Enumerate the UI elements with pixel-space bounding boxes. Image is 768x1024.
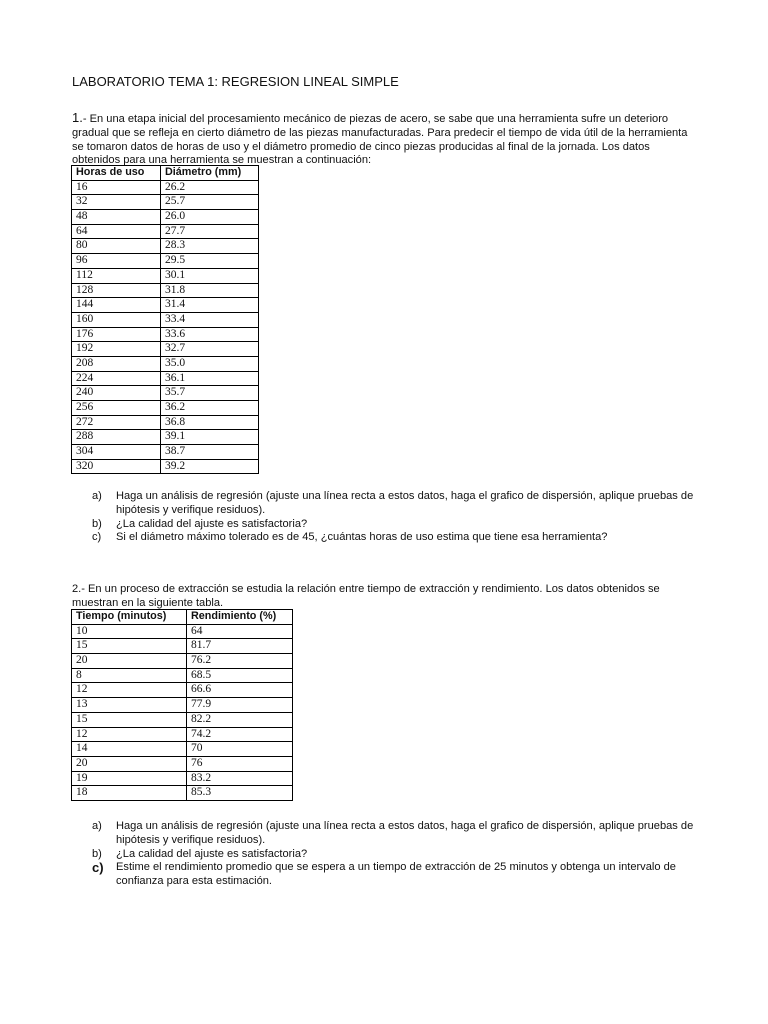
table-row (72, 312, 259, 327)
table-cell: 36.1 (161, 371, 259, 386)
document-title: LABORATORIO TEMA 1: REGRESION LINEAL SIMPLE (72, 74, 399, 89)
table-row (72, 654, 293, 669)
table-row (72, 756, 293, 771)
table-cell: 39.2 (161, 459, 259, 474)
table-cell: 66.6 (187, 683, 293, 698)
question-label: a) (92, 820, 102, 832)
question-label: a) (92, 490, 102, 502)
table-cell: 10 (72, 624, 187, 639)
table-cell: 26.2 (161, 180, 259, 195)
table-row (72, 327, 259, 342)
table-cell: 20 (72, 654, 187, 669)
table-cell: 36.8 (161, 415, 259, 430)
table-header: Rendimiento (%) (187, 610, 293, 625)
table-cell: 18 (72, 786, 187, 801)
table-cell: 25.7 (161, 195, 259, 210)
problem2-table (71, 609, 293, 801)
table-cell: 15 (72, 639, 187, 654)
table-cell: 96 (72, 254, 161, 269)
table-header: Horas de uso (72, 166, 161, 181)
table-cell: 31.4 (161, 298, 259, 313)
table-cell: 272 (72, 415, 161, 430)
question-text: ¿La calidad del ajuste es satisfactoria? (116, 847, 308, 860)
table-cell: 19 (72, 771, 187, 786)
table-cell: 12 (72, 727, 187, 742)
question-item (92, 820, 702, 848)
table-row (72, 639, 293, 654)
table-cell: 32 (72, 195, 161, 210)
table-row (72, 356, 259, 371)
question-text: Haga un análisis de regresión (ajuste una línea recta a estos datos, haga el grafico de dispersión, aplique pruebas de hipótesis y verifique residuos). (116, 820, 694, 846)
table-cell: 29.5 (161, 254, 259, 269)
table-cell: 35.0 (161, 356, 259, 371)
problem1-number: 1. (72, 110, 83, 125)
table-cell: 16 (72, 180, 161, 195)
table-row (72, 254, 259, 269)
table-cell: 33.6 (161, 327, 259, 342)
table-row (72, 786, 293, 801)
table-cell: 74.2 (187, 727, 293, 742)
question-item (92, 490, 702, 518)
table-row (72, 459, 259, 474)
table-row (72, 624, 293, 639)
table-cell: 80 (72, 239, 161, 254)
table-cell: 288 (72, 430, 161, 445)
question-text: ¿La calidad del ajuste es satisfactoria? (116, 517, 308, 530)
table-cell: 38.7 (161, 445, 259, 460)
table-cell: 112 (72, 268, 161, 283)
table-header-row (72, 610, 293, 625)
table-cell: 33.4 (161, 312, 259, 327)
table-cell: 176 (72, 327, 161, 342)
table-row (72, 712, 293, 727)
question-item (92, 531, 702, 545)
problem1-text: - En una etapa inicial del procesamiento mecánico de piezas de acero, se sabe que una herramienta sufre un deterioro gradual que se refleja en cierto diámetro de las piezas manufacturadas. Para predecir el tiempo de vida útil de la herramienta se tomaron datos de horas de uso y el diámetro promedio de cinco piezas producidas al final de la jornada. Los datos obtenidos para una herramienta se muestran a continuación: (72, 113, 688, 167)
table-cell: 256 (72, 401, 161, 416)
question-label: c) (92, 860, 104, 876)
table-row (72, 727, 293, 742)
table-row (72, 342, 259, 357)
table-row (72, 415, 259, 430)
table-cell: 160 (72, 312, 161, 327)
table-row (72, 771, 293, 786)
question-label: b) (92, 517, 102, 530)
table-cell: 192 (72, 342, 161, 357)
table-header-row (72, 166, 259, 181)
table-row (72, 283, 259, 298)
table-row (72, 210, 259, 225)
table-cell: 76 (187, 756, 293, 771)
table-cell: 240 (72, 386, 161, 401)
table-cell: 304 (72, 445, 161, 460)
table-row (72, 180, 259, 195)
question-text: Estime el rendimiento promedio que se espera a un tiempo de extracción de 25 minutos y obtenga un intervalo de confianza para esta estimación. (116, 861, 676, 888)
table-cell: 224 (72, 371, 161, 386)
table-cell: 81.7 (187, 639, 293, 654)
question-text: Haga un análisis de regresión (ajuste una línea recta a estos datos, haga el grafico de dispersión, aplique pruebas de hipótesis y verifique residuos). (116, 490, 694, 516)
question-label: b) (92, 847, 102, 860)
table-row (72, 683, 293, 698)
table-cell: 208 (72, 356, 161, 371)
table-cell: 27.7 (161, 224, 259, 239)
table-cell: 128 (72, 283, 161, 298)
table-row (72, 224, 259, 239)
question-label: c) (92, 531, 102, 544)
table-cell: 85.3 (187, 786, 293, 801)
table-cell: 13 (72, 698, 187, 713)
question-item (92, 518, 702, 532)
table-cell: 15 (72, 712, 187, 727)
table-cell: 20 (72, 756, 187, 771)
problem1-statement (72, 111, 696, 168)
problem2-questions (92, 820, 702, 889)
table-cell: 83.2 (187, 771, 293, 786)
table-cell: 35.7 (161, 386, 259, 401)
table-row (72, 298, 259, 313)
table-cell: 64 (187, 624, 293, 639)
table-row (72, 371, 259, 386)
table-cell: 64 (72, 224, 161, 239)
problem1-questions (92, 490, 702, 545)
table-row (72, 445, 259, 460)
table-row (72, 668, 293, 683)
table-header: Diámetro (mm) (161, 166, 259, 181)
table-cell: 48 (72, 210, 161, 225)
table-cell: 36.2 (161, 401, 259, 416)
question-text: Si el diámetro máximo tolerado es de 45, ¿cuántas horas de uso estima que tiene esa herramienta? (116, 531, 608, 544)
table-row (72, 698, 293, 713)
table-cell: 12 (72, 683, 187, 698)
table-row (72, 401, 259, 416)
table-cell: 14 (72, 742, 187, 757)
table-cell: 32.7 (161, 342, 259, 357)
table-row (72, 386, 259, 401)
table-cell: 76.2 (187, 654, 293, 669)
table-row (72, 742, 293, 757)
question-item (92, 848, 702, 862)
table-cell: 8 (72, 668, 187, 683)
table-row (72, 268, 259, 283)
problem1-table-body (72, 180, 259, 474)
table-cell: 77.9 (187, 698, 293, 713)
question-item (92, 861, 702, 889)
problem1-table (71, 165, 259, 474)
table-cell: 28.3 (161, 239, 259, 254)
table-row (72, 195, 259, 210)
table-row (72, 239, 259, 254)
table-row (72, 430, 259, 445)
table-cell: 26.0 (161, 210, 259, 225)
table-cell: 82.2 (187, 712, 293, 727)
table-cell: 70 (187, 742, 293, 757)
table-cell: 320 (72, 459, 161, 474)
table-cell: 68.5 (187, 668, 293, 683)
table-cell: 39.1 (161, 430, 259, 445)
problem2-statement: 2.- En un proceso de extracción se estudia la relación entre tiempo de extracción y rendimiento. Los datos obtenidos se muestran en la siguiente tabla. (72, 583, 660, 609)
problem2-table-body (72, 624, 293, 800)
table-cell: 30.1 (161, 268, 259, 283)
table-cell: 144 (72, 298, 161, 313)
table-cell: 31.8 (161, 283, 259, 298)
table-header: Tiempo (minutos) (72, 610, 187, 625)
